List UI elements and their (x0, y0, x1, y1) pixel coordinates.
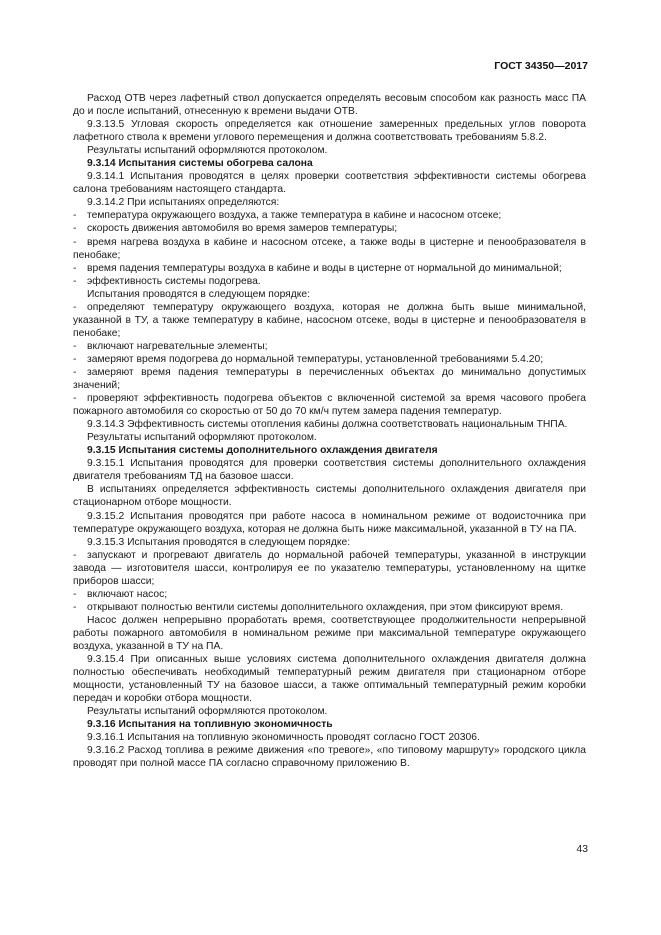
paragraph: В испытаниях определяется эффективность системы дополнительного охлаждения двигателя при стационарном отборе мощности. (73, 484, 586, 509)
page-number: 43 (576, 844, 588, 855)
list-item (73, 275, 586, 288)
list-item-text: время падения температуры воздуха в кабине и воды в цистерне от нормальной до минимальной; (87, 262, 562, 274)
section-heading: 9.3.16 Испытания на топливную экономичность (87, 719, 333, 731)
list-item (73, 222, 586, 235)
list-dash: - (73, 275, 77, 287)
paragraph: 9.3.14.3 Эффективность системы отопления кабины должна соответствовать национальным ТНПА. (87, 419, 568, 431)
list-item (73, 601, 586, 614)
list-item (73, 236, 586, 262)
document-number: ГОСТ 34350—2017 (494, 60, 588, 72)
paragraph: 9.3.14.1 Испытания проводятся в целях проверки соответствия эффективности системы обогрева салона требованиям настоящего стандарта. (73, 171, 586, 196)
list-item-text: замеряют время подогрева до нормальной температуры, установленной требованиями 5.4.20; (87, 353, 544, 365)
paragraph: 9.3.16.1 Испытания на топливную экономичность проводят согласно ГОСТ 20306. (87, 732, 480, 744)
list-item (73, 353, 586, 366)
list-item-text: открывают полностью вентили системы дополнительного охлаждения, при этом фиксируют время. (87, 601, 564, 613)
list-item-text: температура окружающего воздуха, а также температура в кабине и насосном отсеке; (87, 210, 502, 222)
list-dash: - (73, 588, 77, 600)
list-dash: - (73, 210, 77, 222)
list-dash: - (73, 236, 77, 248)
list-item-text: эффективность системы подогрева. (87, 275, 261, 287)
list-item (73, 588, 586, 601)
list-item (73, 301, 586, 340)
list-item-text: скорость движения автомобиля во время замеров температуры; (87, 223, 398, 235)
paragraph: 9.3.15.3 Испытания проводятся в следующем порядке: (87, 536, 351, 548)
paragraph: 9.3.15.1 Испытания проводятся для проверки соответствия системы дополнительного охлаждения двигателя требованиям ТД на базовое шасси. (73, 458, 586, 483)
paragraph: Насос должен непрерывно проработать время, соответствующее продолжительности непрерывной работы пожарного автомобиля в номинальном режиме при максимальной температуре окружающего воздуха, указанной в ТУ на ПА. (73, 614, 586, 652)
paragraph: Результаты испытаний оформляются протоколом. (87, 706, 328, 718)
list-item-text: замеряют время падения температуры в перечисленных объектах до минимально допустимых значений; (73, 366, 586, 392)
list-item-text: запускают и прогревают двигатель до нормальной рабочей температуры, указанной в инструкции завода — изготовителя шасси, контролируя ее по указателю температуры, установленному на щитке приборов шасси; (73, 549, 586, 587)
list-item (73, 549, 586, 588)
list-item-text: определяют температуру окружающего воздуха, которая не должна быть выше минимальной, указанной в ТУ, а также температуру в кабине, насосном отсеке, воды в цистерне и пенообразователя в пенобаке; (73, 301, 586, 339)
paragraph: 9.3.13.5 Угловая скорость определяется как отношение замеренных предельных углов поворота лафетного ствола к времени углового перемещения и должна соответствовать требованиям 5.8.2. (73, 119, 586, 144)
list-dash: - (73, 366, 77, 378)
list-dash: - (73, 393, 77, 405)
list-item (73, 209, 586, 222)
paragraph: Результаты испытаний оформляются протоколом. (87, 145, 328, 157)
list-item-text: включают насос; (87, 588, 168, 600)
document-body (73, 92, 586, 770)
list-item (73, 262, 586, 275)
list-dash: - (73, 601, 77, 613)
list-dash: - (73, 549, 77, 561)
list-item (73, 366, 586, 392)
list-dash: - (73, 262, 77, 274)
paragraph: Результаты испытаний оформляют протоколом. (87, 432, 317, 444)
list-dash: - (73, 340, 77, 352)
list-item (73, 392, 586, 418)
paragraph: Расход ОТВ через лафетный ствол допускается определять весовым способом как разность масс ПА до и после испытаний, отнесенную к времени выдачи ОТВ. (73, 93, 586, 118)
paragraph: 9.3.15.2 Испытания проводятся при работе насоса в номинальном режиме от водоисточника при температуре окружающего воздуха, которая не должна быть ниже максимальной, указанной в ТУ на ПА. (73, 510, 586, 535)
section-heading: 9.3.14 Испытания системы обогрева салона (87, 158, 313, 170)
list-item-text: время нагрева воздуха в кабине и насосном отсеке, а также воды в цистерне и пенообразователя в пенобаке; (73, 236, 586, 261)
paragraph: 9.3.16.2 Расход топлива в режиме движения «по тревоге», «по типовому маршруту» городского цикла проводят при полной массе ПА согласно справочному приложению В. (73, 745, 586, 770)
paragraph: 9.3.14.2 При испытаниях определяются: (87, 197, 280, 209)
list-dash: - (73, 353, 77, 365)
list-item-text: проверяют эффективность подогрева объектов с включенной системой за время часового пробега пожарного автомобиля со скоростью от 50 до 70 км/ч путем замера падения температур. (73, 393, 586, 418)
paragraph: 9.3.15.4 При описанных выше условиях система дополнительного охлаждения двигателя должна полностью обеспечивать необходимый температурный режим двигателя при стационарном отборе мощности, установленный ТУ на базовое шасси, а также оптимальный температурный режим коробки передач и коробки отбора мощности. (73, 654, 586, 705)
list-item-text: включают нагревательные элементы; (87, 340, 268, 352)
section-heading: 9.3.15 Испытания системы дополнительного охлаждения двигателя (87, 445, 438, 457)
paragraph: Испытания проводятся в следующем порядке: (87, 288, 310, 300)
list-dash: - (73, 223, 77, 235)
list-item (73, 340, 586, 353)
list-dash: - (73, 301, 77, 313)
